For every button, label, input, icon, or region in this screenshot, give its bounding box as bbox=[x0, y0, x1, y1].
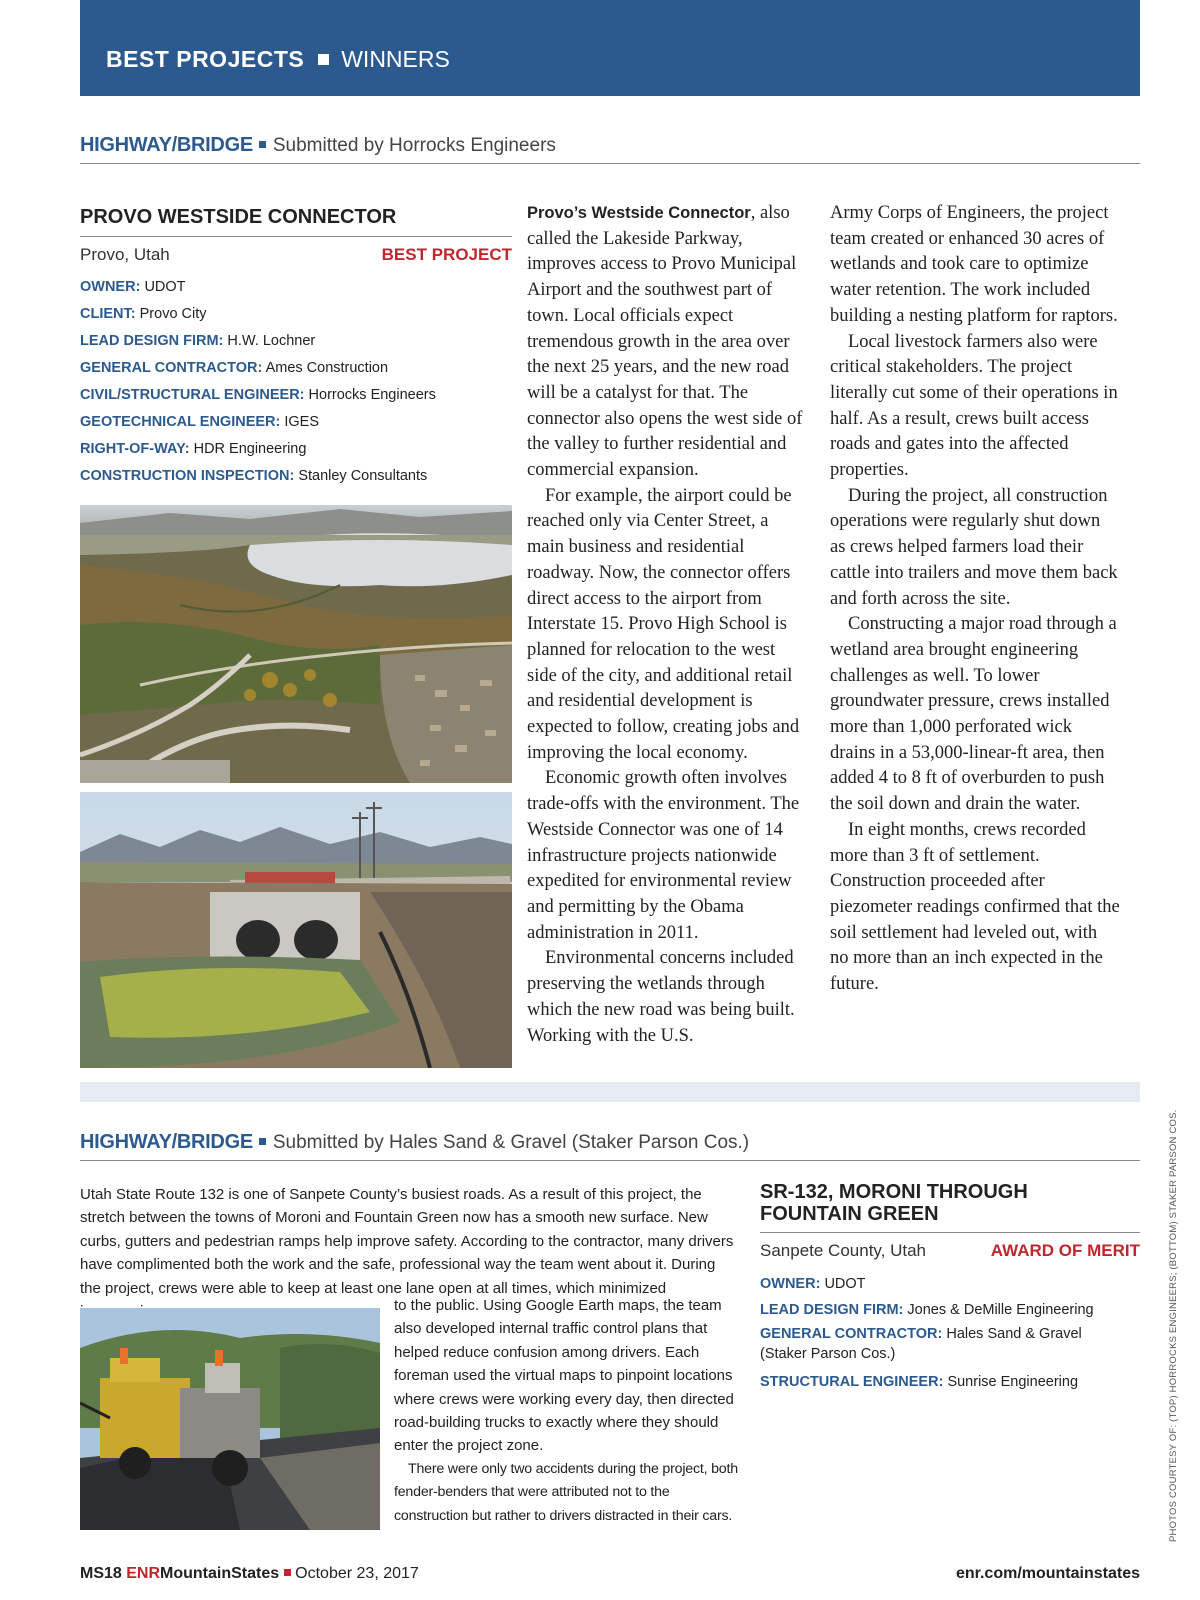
paragraph: In eight months, crews recorded more than 3 ft of settlement. Construction proceeded after piezometer readings confirmed that the soil settlement had leveled out, with no more than an inch expected in the future. bbox=[830, 819, 1120, 995]
square-bullet-icon bbox=[259, 1138, 266, 1145]
section-header-1 bbox=[80, 134, 1140, 164]
credit-line: OWNER: UDOT bbox=[760, 1276, 866, 1292]
sr132-continuation: to the public. Using Google Earth maps, the team also developed internal traffic control plans that helped reduce confusion among drivers. Each foreman used the virtual maps to pinpoint locations where crews were working every day, then directed road-building trucks to exactly where they should enter the project zone. There were only two accidents during the project, both fender-benders that were attributed not to the construction but rather to drivers distracted in their cars. bbox=[394, 1297, 738, 1524]
credit-line: GENERAL CONTRACTOR: Hales Sand & Gravel (Staker Parson Cos.) bbox=[760, 1326, 1082, 1362]
section-category: HIGHWAY/BRIDGE bbox=[80, 134, 253, 156]
credit-line: GENERAL CONTRACTOR: Ames Construction bbox=[80, 360, 389, 376]
aerial-wetland-photo bbox=[80, 505, 512, 783]
issue-date: October 23, 2017 bbox=[295, 1565, 419, 1582]
square-bullet-icon bbox=[259, 141, 266, 148]
paragraph: During the project, all construction operations were regularly shut down as crews helped farmers load their cattle into trailers and move them back and forth across the site. bbox=[830, 485, 1118, 609]
paragraph: Provo’s Westside Connector, also called the Lakeside Parkway, improves access to Provo Municipal Airport and the southwest part of town. Local officials expect tremendous growth in the area over the next 25 years, and the new road will be a catalyst for that. The connector also opens the west side of the valley to further residential and commercial expansion. bbox=[527, 203, 803, 481]
credit-line: CLIENT: Provo City bbox=[80, 306, 207, 322]
title-rule bbox=[760, 1232, 1140, 1233]
award-label: AWARD OF MERIT bbox=[990, 1241, 1140, 1260]
project-title: SR-132, MORONI THROUGH FOUNTAIN GREEN bbox=[760, 1181, 1028, 1225]
section-category: HIGHWAY/BRIDGE bbox=[80, 1131, 253, 1153]
brand-mountainstates: MountainStates bbox=[160, 1565, 280, 1582]
project-title: PROVO WESTSIDE CONNECTOR bbox=[80, 206, 397, 228]
credit-line: LEAD DESIGN FIRM: Jones & DeMille Engineering bbox=[760, 1302, 1094, 1318]
award-label: BEST PROJECT bbox=[381, 245, 512, 264]
paragraph: Army Corps of Engineers, the project team created or enhanced 30 acres of wetlands and took care to optimize water retention. The work included building a nesting platform for raptors. bbox=[830, 203, 1118, 326]
page-banner bbox=[80, 0, 1140, 96]
credit-line: GEOTECHNICAL ENGINEER: IGES bbox=[80, 414, 320, 430]
credit-line: CIVIL/STRUCTURAL ENGINEER: Horrocks Engineers bbox=[80, 387, 436, 403]
footer-url[interactable]: enr.com/mountainstates bbox=[955, 1565, 1140, 1582]
banner-section: BEST PROJECTS bbox=[106, 46, 305, 72]
section-header-2 bbox=[80, 1131, 1140, 1161]
page-number: MS18 bbox=[80, 1565, 122, 1582]
paving-crew-photo bbox=[80, 1308, 380, 1530]
section-submitter: Submitted by Hales Sand & Gravel (Staker Parson Cos.) bbox=[272, 1132, 750, 1153]
brand-enr: ENR bbox=[126, 1565, 161, 1582]
paragraph: Environmental concerns included preserving the wetlands through which the new road was being built. Working with the U.S. bbox=[527, 948, 795, 1046]
credit-line: RIGHT-OF-WAY: HDR Engineering bbox=[80, 441, 307, 457]
credit-line: LEAD DESIGN FIRM: H.W. Lochner bbox=[80, 333, 316, 349]
paragraph: Economic growth often involves trade-offs with the environment. The Westside Connector was one of 14 infrastructure projects nationwide expedited for environmental review and permitting by the Obama administration in 2011. bbox=[527, 768, 800, 943]
paragraph: For example, the airport could be reached only via Center Street, a main business and residential roadway. Now, the connector offers direct access to the airport from Interstate 15. Provo High School is planned for relocation to the west side of the city, and additional retail and residential development is expected to follow, creating jobs and improving the local economy. bbox=[527, 485, 800, 763]
project-credits bbox=[760, 1272, 1100, 1394]
credit-line: OWNER: UDOT bbox=[80, 279, 186, 295]
paragraph: Local livestock farmers also were critical stakeholders. The project literally cut some of their operations in half. As a result, crews built access roads and gates into the affected properties. bbox=[830, 331, 1118, 481]
banner-subsection: WINNERS bbox=[341, 46, 450, 72]
article-column-1 bbox=[527, 201, 809, 1049]
project-credits bbox=[80, 274, 520, 490]
paragraph: Constructing a major road through a wetland area brought engineering challenges as well. To lower groundwater pressure, crews installed more than 1,000 perforated wick drains in a 53,000-linear-ft area, then added 4 to 8 ft of overburden to push the soil down and drain the water. bbox=[830, 614, 1117, 815]
project-location: Provo, Utah bbox=[80, 245, 170, 264]
photo-credit: PHOTOS COURTESY OF: (TOP) HORROCKS ENGINEERS; (BOTTOM) STAKER PARSON COS. bbox=[1168, 1109, 1179, 1542]
section-divider bbox=[80, 1082, 1140, 1102]
title-rule bbox=[80, 236, 512, 237]
project-location: Sanpete County, Utah bbox=[760, 1241, 927, 1260]
page-footer-left bbox=[80, 1565, 419, 1583]
square-bullet-icon bbox=[318, 54, 329, 65]
banner-title bbox=[106, 46, 450, 73]
culvert-construction-photo bbox=[80, 792, 512, 1068]
square-bullet-icon bbox=[284, 1569, 291, 1576]
section-submitter: Submitted by Horrocks Engineers bbox=[272, 135, 556, 156]
credit-line: CONSTRUCTION INSPECTION: Stanley Consultants bbox=[80, 468, 428, 484]
article-column-2 bbox=[830, 201, 1120, 998]
sr132-intro: Utah State Route 132 is one of Sanpete County’s busiest roads. As a result of this project, the stretch between the towns of Moroni and Fountain Green now has a smooth new surface. New curbs, gutters and pedestrian ramps help improve safety. According to the contractor, many drivers have complimented both the work and the safe, professional way the team went about it. During the project, crews were able to keep at least one lane open at all times, which minimized bbox=[80, 1186, 734, 1297]
credit-line: STRUCTURAL ENGINEER: Sunrise Engineering bbox=[760, 1374, 1079, 1390]
